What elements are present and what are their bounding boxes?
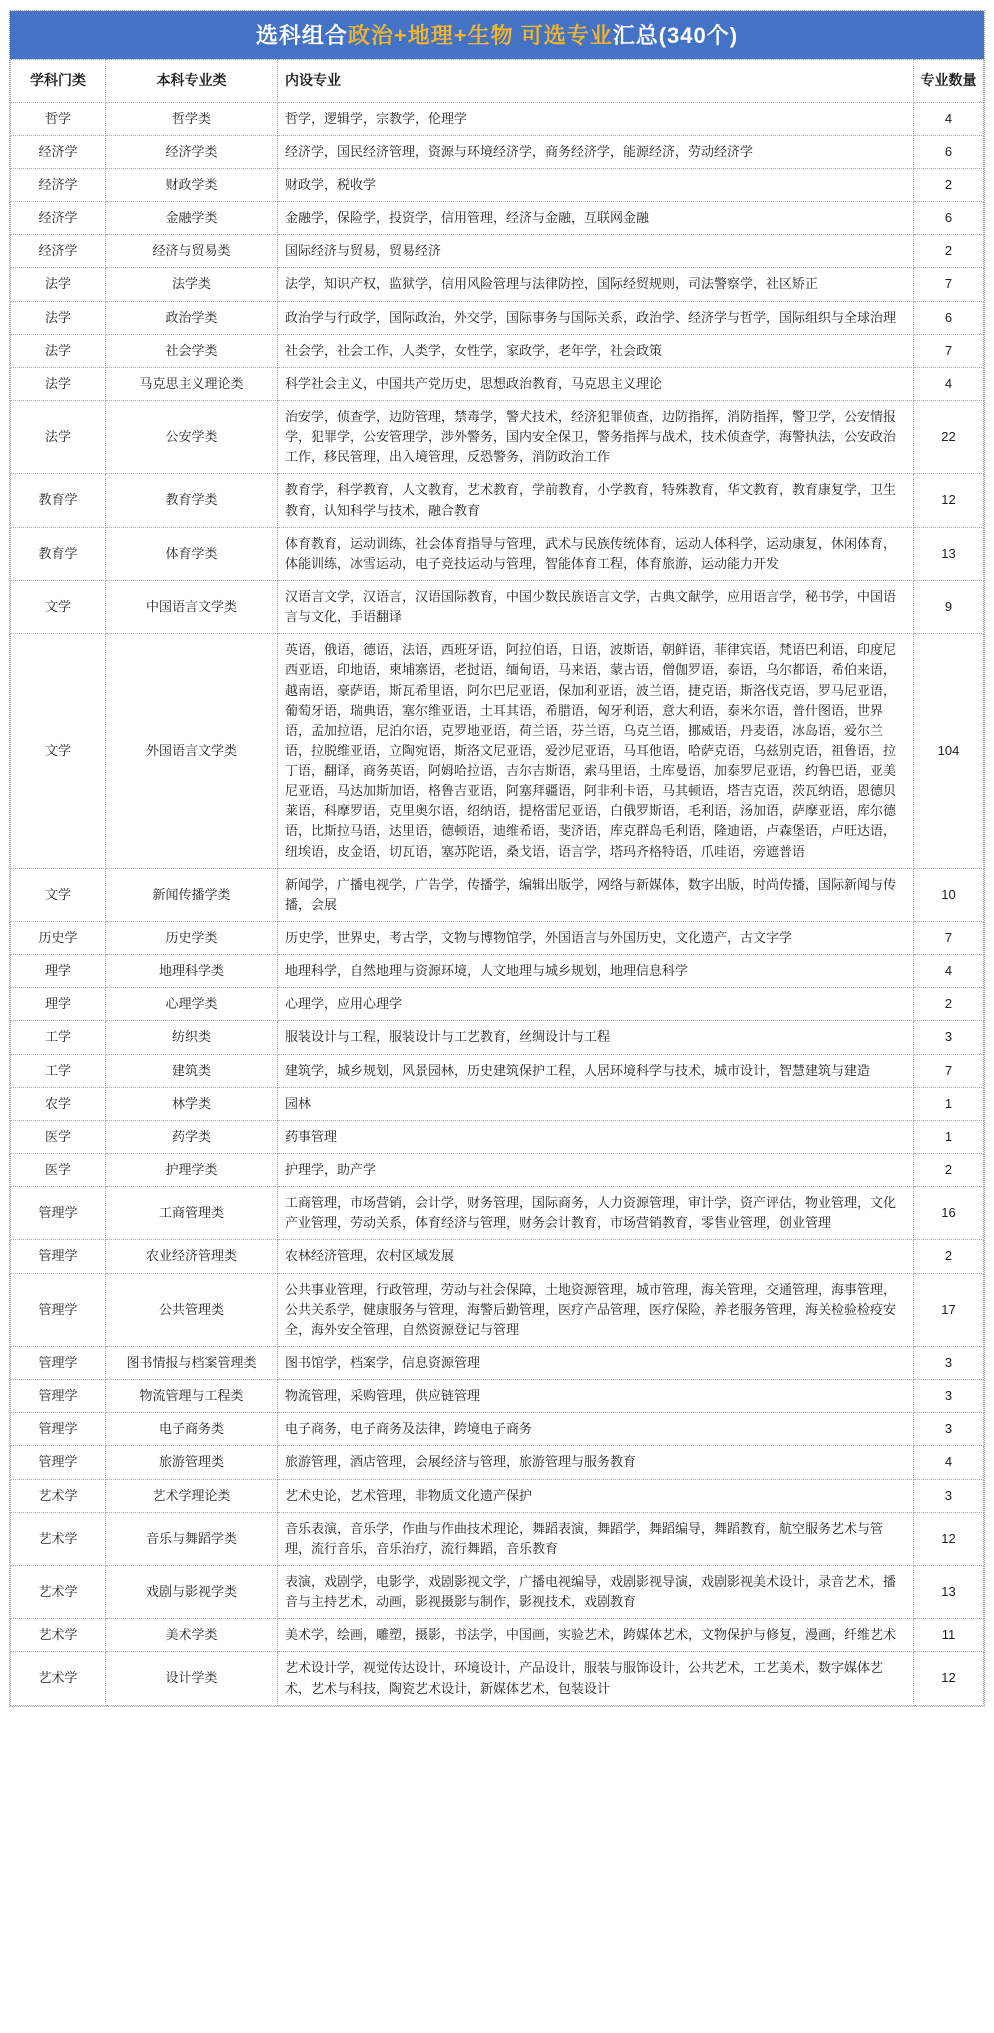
table-row [11,1479,984,1512]
table-row [11,474,984,527]
count-cell: 12 [914,474,984,527]
count-cell: 7 [914,334,984,367]
count-cell: 4 [914,955,984,988]
majors-cell: 社会学，社会工作，人类学，女性学，家政学，老年学，社会政策 [278,334,914,367]
table-row [11,268,984,301]
major-class-cell: 旅游管理类 [106,1446,278,1479]
category-cell: 哲学 [11,102,106,135]
category-cell: 文学 [11,580,106,633]
major-class-cell: 历史学类 [106,922,278,955]
category-cell: 工学 [11,1054,106,1087]
table-row [11,1054,984,1087]
category-cell: 管理学 [11,1273,106,1346]
major-class-cell: 纺织类 [106,1021,278,1054]
count-cell: 2 [914,168,984,201]
majors-cell: 新闻学，广播电视学，广告学，传播学，编辑出版学，网络与新媒体，数字出版，时尚传播，国际新闻与传播，会展 [278,868,914,921]
table-body [11,102,984,1705]
major-class-cell: 教育学类 [106,474,278,527]
majors-cell: 护理学，助产学 [278,1154,914,1187]
table-row [11,1619,984,1652]
majors-cell: 财政学，税收学 [278,168,914,201]
major-class-cell: 政治学类 [106,301,278,334]
major-class-cell: 农业经济管理类 [106,1240,278,1273]
category-cell: 经济学 [11,135,106,168]
table-row [11,1446,984,1479]
col-header-majors: 内设专业 [278,60,914,103]
col-header-major-class: 本科专业类 [106,60,278,103]
major-class-cell: 图书情报与档案管理类 [106,1347,278,1380]
majors-cell: 汉语言文学，汉语言，汉语国际教育，中国少数民族语言文学，古典文献学，应用语言学，秘书学，中国语言与文化，手语翻译 [278,580,914,633]
major-class-cell: 设计学类 [106,1652,278,1705]
table-row [11,955,984,988]
majors-cell: 工商管理，市场营销，会计学，财务管理，国际商务，人力资源管理，审计学，资产评估，物业管理，文化产业管理，劳动关系，体育经济与管理，财务会计教育，市场营销教育，零售业管理，创业管理 [278,1187,914,1240]
majors-cell: 英语，俄语，德语，法语，西班牙语，阿拉伯语，日语，波斯语，朝鲜语，菲律宾语，梵语巴利语，印度尼西亚语，印地语，柬埔寨语，老挝语，缅甸语，马来语，蒙古语，僧伽罗语，泰语，乌尔都语，希伯来语，越南语，豪萨语，斯瓦希里语，阿尔巴尼亚语，保加利亚语，波兰语，捷克语，斯洛伐克语，罗马尼亚语，葡萄牙语，瑞典语，塞尔维亚语，土耳其语，希腊语，匈牙利语，意大利语，泰米尔语，普什图语，世界语，孟加拉语，尼泊尔语，克罗地亚语，荷兰语，芬兰语，乌克兰语，挪威语，丹麦语，冰岛语，爱尔兰语，拉脱维亚语，立陶宛语，斯洛文尼亚语，爱沙尼亚语，马耳他语，哈萨克语，乌兹别克语，祖鲁语，拉丁语，翻译，商务英语，阿姆哈拉语，吉尔吉斯语，索马里语，土库曼语，加泰罗尼亚语，约鲁巴语，亚美尼亚语，马达加斯加语，格鲁吉亚语，阿塞拜疆语，阿非利卡语，马其顿语，塔吉克语，茨瓦纳语，恩德贝莱语，科摩罗语，克里奥尔语，绍纳语，提格雷尼亚语，白俄罗斯语，毛利语，汤加语，萨摩亚语，库尔德语，比斯拉马语，达里语，德顿语，迪维希语，斐济语，库克群岛毛利语，隆迪语，卢森堡语，卢旺达语，纽埃语，皮金语，切瓦语，塞苏陀语，桑戈语，语言学，塔玛齐格特语，爪哇语，旁遮普语 [278,634,914,869]
majors-cell: 教育学，科学教育，人文教育，艺术教育，学前教育，小学教育，特殊教育，华文教育，教育康复学，卫生教育，认知科学与技术，融合教育 [278,474,914,527]
major-class-cell: 戏剧与影视学类 [106,1566,278,1619]
table-row [11,400,984,473]
majors-cell: 服装设计与工程，服装设计与工艺教育，丝绸设计与工程 [278,1021,914,1054]
major-class-cell: 经济学类 [106,135,278,168]
count-cell: 11 [914,1619,984,1652]
major-class-cell: 哲学类 [106,102,278,135]
category-cell: 法学 [11,268,106,301]
category-cell: 艺术学 [11,1512,106,1565]
category-cell: 管理学 [11,1240,106,1273]
table-row [11,634,984,869]
table-row [11,1566,984,1619]
count-cell: 6 [914,202,984,235]
majors-cell: 金融学，保险学，投资学，信用管理，经济与金融，互联网金融 [278,202,914,235]
table-row [11,1380,984,1413]
major-class-cell: 林学类 [106,1087,278,1120]
col-header-count: 专业数量 [914,60,984,103]
title-subject-combination: 政治+地理+生物 可选专业 [347,23,613,48]
table-row [11,1413,984,1446]
majors-cell: 表演，戏剧学，电影学，戏剧影视文学，广播电视编导，戏剧影视导演，戏剧影视美术设计，录音艺术，播音与主持艺术，动画，影视摄影与制作，影视技术，戏剧教育 [278,1566,914,1619]
title-prefix: 选科组合 [255,23,348,48]
table-row [11,1240,984,1273]
major-class-cell: 电子商务类 [106,1413,278,1446]
count-cell: 10 [914,868,984,921]
major-class-cell: 音乐与舞蹈学类 [106,1512,278,1565]
major-class-cell: 体育学类 [106,527,278,580]
majors-cell: 历史学，世界史，考古学，文物与博物馆学，外国语言与外国历史，文化遗产，古文字学 [278,922,914,955]
table-row [11,1087,984,1120]
major-class-cell: 新闻传播学类 [106,868,278,921]
major-class-cell: 心理学类 [106,988,278,1021]
majors-cell: 药事管理 [278,1120,914,1153]
category-cell: 管理学 [11,1347,106,1380]
majors-cell: 农林经济管理，农村区域发展 [278,1240,914,1273]
table-row [11,1347,984,1380]
count-cell: 4 [914,367,984,400]
majors-cell: 旅游管理，酒店管理，会展经济与管理，旅游管理与服务教育 [278,1446,914,1479]
table-row [11,301,984,334]
majors-cell: 治安学，侦查学，边防管理，禁毒学，警犬技术，经济犯罪侦查，边防指挥，消防指挥，警卫学，公安情报学，犯罪学，公安管理学，涉外警务，国内安全保卫，警务指挥与战术，技术侦查学，海警执法，公安政治工作，移民管理，出入境管理，反恐警务，消防政治工作 [278,400,914,473]
category-cell: 医学 [11,1120,106,1153]
count-cell: 3 [914,1479,984,1512]
table-row [11,988,984,1021]
category-cell: 艺术学 [11,1652,106,1705]
count-cell: 7 [914,1054,984,1087]
count-cell: 3 [914,1413,984,1446]
category-cell: 经济学 [11,168,106,201]
majors-cell: 艺术史论，艺术管理，非物质文化遗产保护 [278,1479,914,1512]
count-cell: 1 [914,1087,984,1120]
major-class-cell: 艺术学理论类 [106,1479,278,1512]
count-cell: 16 [914,1187,984,1240]
category-cell: 艺术学 [11,1479,106,1512]
majors-cell: 法学，知识产权，监狱学，信用风险管理与法律防控，国际经贸规则，司法警察学，社区矫正 [278,268,914,301]
table-row [11,1187,984,1240]
table-row [11,527,984,580]
major-class-cell: 工商管理类 [106,1187,278,1240]
count-cell: 13 [914,1566,984,1619]
major-class-cell: 物流管理与工程类 [106,1380,278,1413]
count-cell: 2 [914,1240,984,1273]
category-cell: 医学 [11,1154,106,1187]
col-header-category: 学科门类 [11,60,106,103]
count-cell: 22 [914,400,984,473]
majors-cell: 地理科学，自然地理与资源环境，人文地理与城乡规划，地理信息科学 [278,955,914,988]
category-cell: 艺术学 [11,1619,106,1652]
count-cell: 6 [914,301,984,334]
count-cell: 13 [914,527,984,580]
category-cell: 管理学 [11,1446,106,1479]
count-cell: 3 [914,1021,984,1054]
count-cell: 9 [914,580,984,633]
category-cell: 经济学 [11,202,106,235]
major-class-cell: 公安学类 [106,400,278,473]
category-cell: 文学 [11,868,106,921]
table-row [11,1154,984,1187]
major-class-cell: 公共管理类 [106,1273,278,1346]
table-row [11,922,984,955]
major-class-cell: 护理学类 [106,1154,278,1187]
count-cell: 4 [914,102,984,135]
category-cell: 法学 [11,367,106,400]
majors-cell: 国际经济与贸易，贸易经济 [278,235,914,268]
majors-cell: 物流管理，采购管理，供应链管理 [278,1380,914,1413]
count-cell: 2 [914,235,984,268]
major-class-cell: 药学类 [106,1120,278,1153]
table-row [11,367,984,400]
page-title [10,11,984,59]
count-cell: 1 [914,1120,984,1153]
table-header-row [11,60,984,103]
table-row [11,868,984,921]
table-row [11,580,984,633]
category-cell: 教育学 [11,474,106,527]
major-class-cell: 地理科学类 [106,955,278,988]
category-cell: 法学 [11,301,106,334]
table-row [11,1273,984,1346]
majors-table [10,59,984,1706]
count-cell: 2 [914,988,984,1021]
category-cell: 艺术学 [11,1566,106,1619]
majors-cell: 科学社会主义，中国共产党历史，思想政治教育，马克思主义理论 [278,367,914,400]
title-suffix: 汇总(340个) [612,23,739,48]
count-cell: 4 [914,1446,984,1479]
count-cell: 6 [914,135,984,168]
category-cell: 文学 [11,634,106,869]
majors-cell: 体育教育，运动训练，社会体育指导与管理，武术与民族传统体育，运动人体科学，运动康复，休闲体育，体能训练，冰雪运动，电子竞技运动与管理，智能体育工程，体育旅游，运动能力开发 [278,527,914,580]
majors-cell: 园林 [278,1087,914,1120]
table-row [11,102,984,135]
category-cell: 教育学 [11,527,106,580]
major-class-cell: 建筑类 [106,1054,278,1087]
majors-cell: 音乐表演，音乐学，作曲与作曲技术理论，舞蹈表演，舞蹈学，舞蹈编导，舞蹈教育，航空服务艺术与管理，流行音乐，音乐治疗，流行舞蹈，音乐教育 [278,1512,914,1565]
majors-cell: 美术学，绘画，雕塑，摄影，书法学，中国画，实验艺术，跨媒体艺术，文物保护与修复，漫画，纤维艺术 [278,1619,914,1652]
major-class-cell: 美术学类 [106,1619,278,1652]
majors-cell: 心理学，应用心理学 [278,988,914,1021]
category-cell: 管理学 [11,1380,106,1413]
major-class-cell: 马克思主义理论类 [106,367,278,400]
table-row [11,235,984,268]
major-class-cell: 法学类 [106,268,278,301]
category-cell: 工学 [11,1021,106,1054]
major-class-cell: 外国语言文学类 [106,634,278,869]
majors-cell: 图书馆学，档案学，信息资源管理 [278,1347,914,1380]
count-cell: 7 [914,922,984,955]
majors-cell: 建筑学，城乡规划，风景园林，历史建筑保护工程，人居环境科学与技术，城市设计，智慧建筑与建造 [278,1054,914,1087]
category-cell: 理学 [11,988,106,1021]
count-cell: 3 [914,1347,984,1380]
category-cell: 管理学 [11,1187,106,1240]
count-cell: 12 [914,1652,984,1705]
major-class-cell: 金融学类 [106,202,278,235]
category-cell: 农学 [11,1087,106,1120]
table-row [11,1652,984,1705]
majors-cell: 经济学，国民经济管理，资源与环境经济学，商务经济学，能源经济，劳动经济学 [278,135,914,168]
table-row [11,1512,984,1565]
major-class-cell: 中国语言文学类 [106,580,278,633]
table-row [11,202,984,235]
category-cell: 法学 [11,334,106,367]
count-cell: 3 [914,1380,984,1413]
major-class-cell: 经济与贸易类 [106,235,278,268]
majors-cell: 电子商务，电子商务及法律，跨境电子商务 [278,1413,914,1446]
table-row [11,168,984,201]
category-cell: 历史学 [11,922,106,955]
category-cell: 管理学 [11,1413,106,1446]
count-cell: 17 [914,1273,984,1346]
majors-summary-sheet [9,10,985,1707]
table-row [11,1021,984,1054]
count-cell: 104 [914,634,984,869]
majors-cell: 哲学，逻辑学，宗教学，伦理学 [278,102,914,135]
count-cell: 12 [914,1512,984,1565]
majors-cell: 政治学与行政学，国际政治，外交学，国际事务与国际关系，政治学、经济学与哲学，国际组织与全球治理 [278,301,914,334]
category-cell: 法学 [11,400,106,473]
category-cell: 理学 [11,955,106,988]
table-row [11,334,984,367]
count-cell: 7 [914,268,984,301]
majors-cell: 艺术设计学，视觉传达设计，环境设计，产品设计，服装与服饰设计，公共艺术，工艺美术，数字媒体艺术，艺术与科技，陶瓷艺术设计，新媒体艺术，包装设计 [278,1652,914,1705]
major-class-cell: 社会学类 [106,334,278,367]
count-cell: 2 [914,1154,984,1187]
table-row [11,1120,984,1153]
table-row [11,135,984,168]
category-cell: 经济学 [11,235,106,268]
majors-cell: 公共事业管理，行政管理，劳动与社会保障，土地资源管理，城市管理，海关管理，交通管理，海事管理，公共关系学，健康服务与管理，海警后勤管理，医疗产品管理，医疗保险，养老服务管理，海关检验检疫安全，海外安全管理，自然资源登记与管理 [278,1273,914,1346]
major-class-cell: 财政学类 [106,168,278,201]
